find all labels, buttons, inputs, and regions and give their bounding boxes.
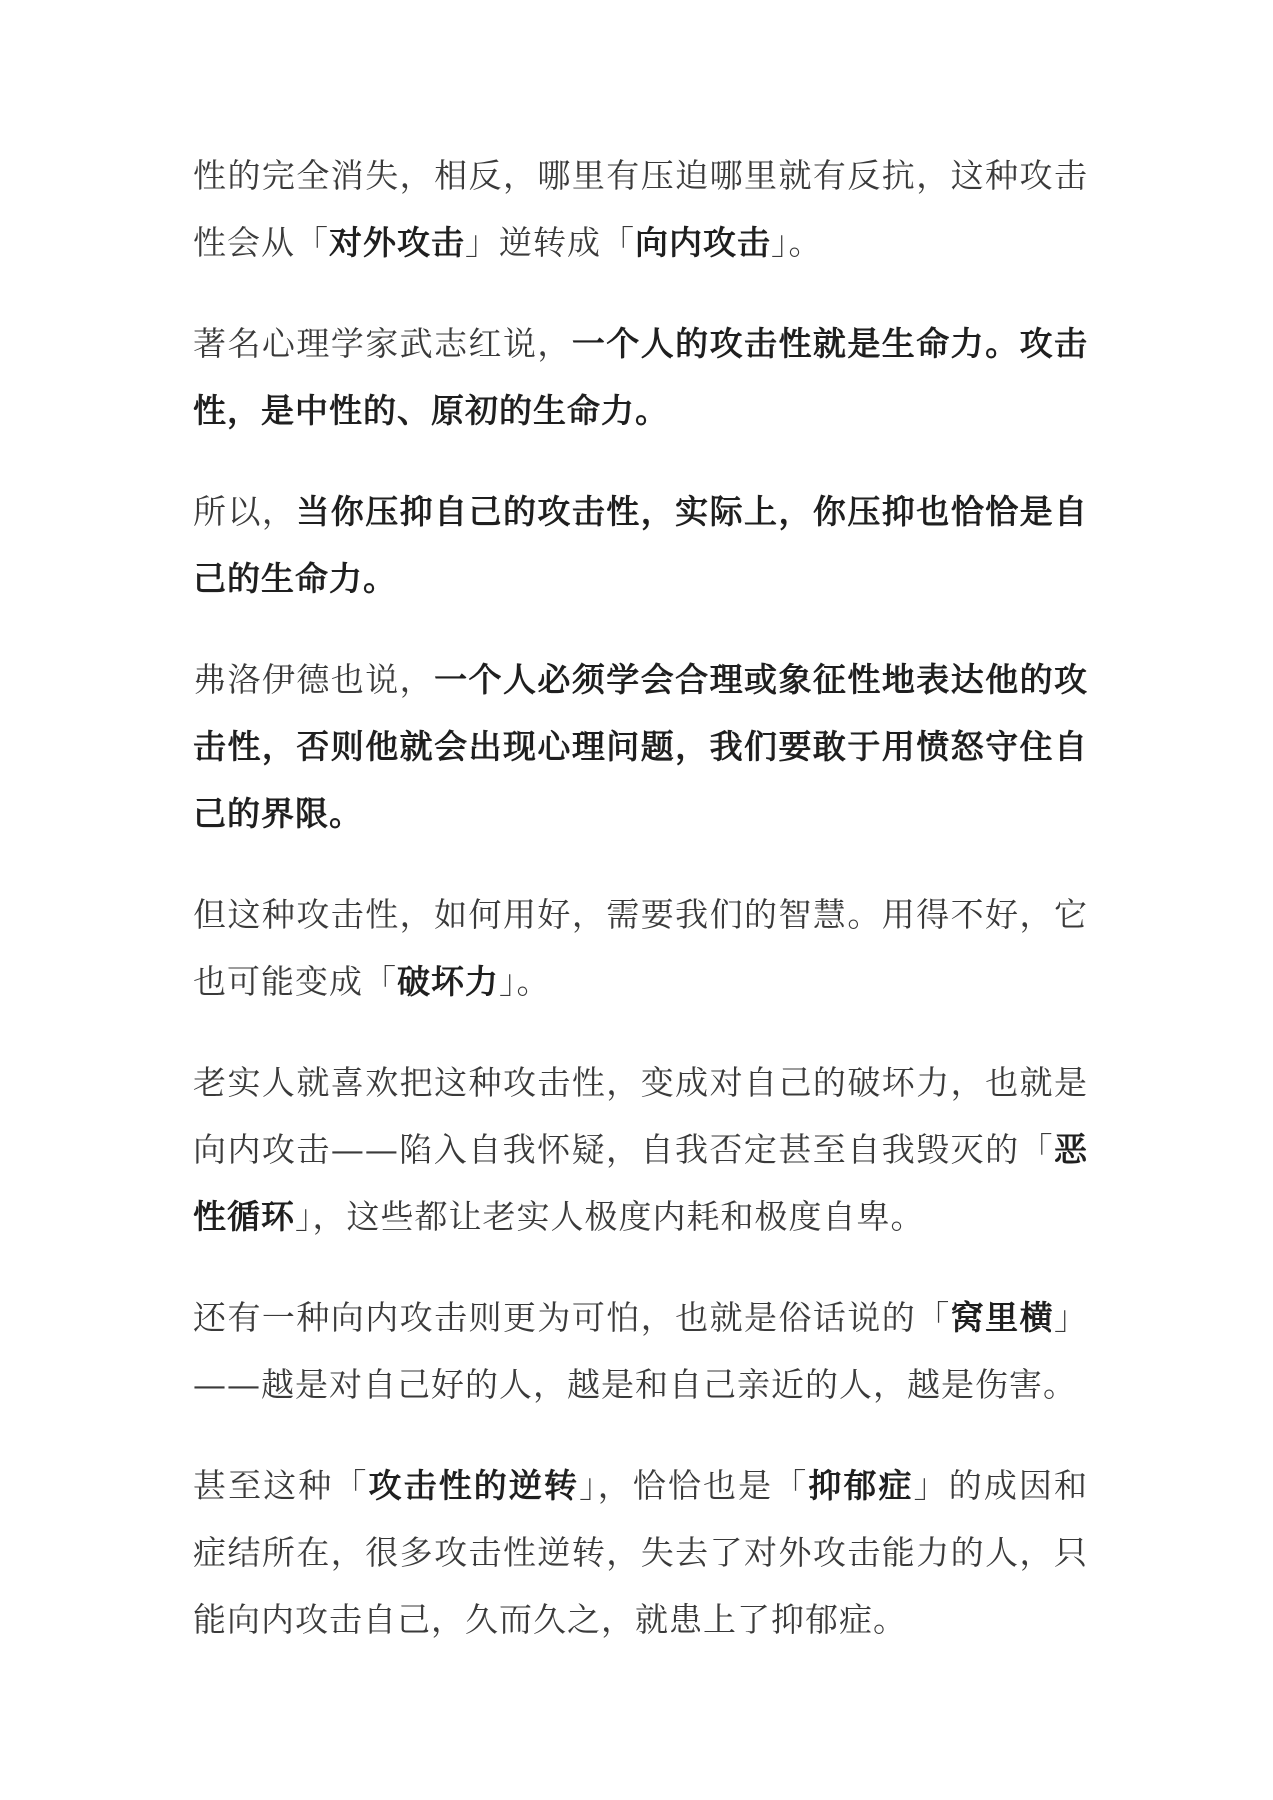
bold-text-run: 破坏力 xyxy=(397,962,499,1001)
paragraph xyxy=(193,478,1088,612)
text-run: 」，这些都让老实人极度内耗和极度自卑。 xyxy=(295,1197,925,1236)
text-run: 著名心理学家武志红说， xyxy=(193,324,572,363)
paragraph xyxy=(193,881,1088,1015)
text-run: 但这种攻击性，如何用好，需要我们的智慧。用得不好，它也可能变成「 xyxy=(193,895,1088,1001)
text-run: 」的成因和症结所在，很多攻击性逆转，失去了对外攻击能力的人，只能向内攻击自己，久而久之，就患上了抑郁症。 xyxy=(193,1466,1089,1639)
text-run: 」逆转成「 xyxy=(465,223,635,262)
bold-text-run: 抑郁症 xyxy=(808,1466,914,1505)
bold-text-run: 一个人必须学会合理或象征性地表达他的攻击性，否则他就会出现心理问题，我们要敢于用愤怒守住自己的界限。 xyxy=(193,660,1089,833)
paragraph xyxy=(193,646,1088,847)
text-run: 」。 xyxy=(499,962,551,1001)
paragraph xyxy=(193,142,1088,276)
text-run: 甚至这种「 xyxy=(193,1466,369,1505)
bold-text-run: 对外攻击 xyxy=(329,223,465,262)
bold-text-run: 恶性循环 xyxy=(193,1130,1088,1236)
article-body xyxy=(193,142,1088,1687)
text-run: 」，恰恰也是「 xyxy=(579,1466,809,1505)
text-run: 」。 xyxy=(771,223,823,262)
text-run: 弗洛伊德也说， xyxy=(193,660,435,699)
text-run: 所以， xyxy=(193,492,297,531)
paragraph xyxy=(193,1452,1088,1653)
text-run: 性的完全消失，相反，哪里有压迫哪里就有反抗，这种攻击性会从「 xyxy=(193,156,1088,262)
text-run: 还有一种向内攻击则更为可怕，也就是俗话说的「 xyxy=(193,1298,951,1337)
text-run: 老实人就喜欢把这种攻击性，变成对自己的破坏力，也就是向内攻击——陷入自我怀疑，自我否定甚至自我毁灭的「 xyxy=(193,1063,1088,1169)
paragraph xyxy=(193,1284,1088,1418)
bold-text-run: 攻击性的逆转 xyxy=(368,1466,580,1505)
text-run: 」——越是对自己好的人，越是和自己亲近的人，越是伤害。 xyxy=(193,1298,1089,1404)
paragraph xyxy=(193,310,1088,444)
bold-text-run: 窝里横 xyxy=(950,1298,1055,1337)
bold-text-run: 一个人的攻击性就是生命力。攻击性，是中性的、原初的生命力。 xyxy=(193,324,1089,430)
bold-text-run: 向内攻击 xyxy=(635,223,771,262)
paragraph xyxy=(193,1049,1088,1250)
bold-text-run: 当你压抑自己的攻击性，实际上，你压抑也恰恰是自己的生命力。 xyxy=(193,492,1089,598)
